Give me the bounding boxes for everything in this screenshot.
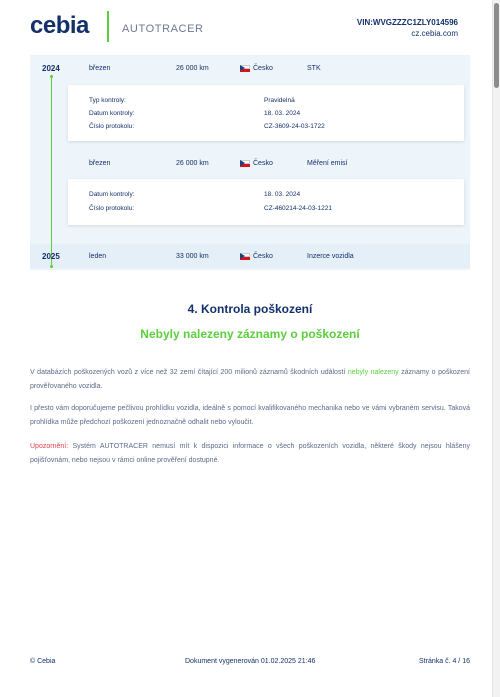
product-name: AUTOTRACER: [122, 23, 204, 35]
year-label: 2024: [42, 64, 60, 73]
paragraph-text: záznamy o poškození prověřovaného vozidla.: [30, 369, 470, 390]
section-result: Nebyly nalezeny záznamy o poškození: [140, 327, 360, 341]
detail-card: [68, 179, 464, 225]
warning-label: Upozornění:: [30, 443, 69, 450]
warning-text: Systém AUTOTRACER nemusí mít k dispozici informace o všech poškozeních vozidla, některé škody nejsou hlášeny pojišťovnám, nebo nejsou v rámci online prověření dostupné.: [30, 443, 470, 464]
mileage: 26 000 km: [176, 160, 209, 167]
country-name: Česko: [253, 253, 273, 260]
detail-label: Typ kontroly:: [89, 97, 126, 104]
czech-flag-icon: [240, 160, 250, 167]
mileage: 26 000 km: [176, 65, 209, 72]
month-label: březen: [89, 65, 111, 72]
event-type: Inzerce vozidla: [307, 253, 354, 260]
event-type: STK: [307, 65, 321, 72]
timeline-row: [30, 152, 470, 176]
detail-card: [68, 85, 464, 141]
czech-flag-icon: [240, 253, 250, 260]
footer-copyright: © Cebia: [30, 658, 56, 665]
month-label: březen: [89, 160, 111, 167]
scrollbar-thumb[interactable]: [494, 3, 499, 88]
paragraph-recommendation: I přesto vám doporučujeme pečlivou prohlídku vozidla, ideálně s pomocí kvalifikovaného mechanika nebo ve vámi vybraném servisu. Taková prohlídka může předchozí poškození jednoznačně odhalit nebo vyloučit.: [30, 405, 470, 426]
timeline-row: [30, 245, 470, 269]
detail-value: CZ-3609-24-03-1722: [264, 123, 325, 130]
czech-flag-icon: [240, 65, 250, 72]
paragraph-text: V databázích poškozených vozů z více než 32 zemí čítající 200 milionů záznamů škodních událostí: [30, 369, 348, 376]
country-name: Česko: [253, 160, 273, 167]
history-timeline: [30, 55, 470, 270]
detail-label: Číslo protokolu:: [89, 205, 135, 212]
paragraph-warning: [30, 440, 470, 468]
year-label: 2025: [42, 252, 60, 261]
detail-value: 18. 03. 2024: [264, 110, 301, 117]
country-name: Česko: [253, 65, 273, 72]
detail-label: Číslo protokolu:: [89, 123, 135, 130]
event-type: Měření emisí: [307, 160, 348, 167]
detail-value: CZ-460214-24-03-1221: [264, 205, 332, 212]
logo-divider: [107, 11, 109, 42]
page-header: [0, 0, 500, 48]
detail-label: Datum kontroly:: [89, 191, 135, 198]
site-link[interactable]: cz.cebia.com: [411, 29, 458, 38]
vin-number: VIN:WVGZZZC1ZLY014596: [356, 18, 458, 27]
detail-value: Pravidelná: [264, 97, 295, 104]
paragraph-databases: [30, 366, 470, 394]
cebia-logo: cebia: [30, 12, 89, 39]
section-title: 4. Kontrola poškození: [187, 302, 313, 316]
detail-value: 18. 03. 2024: [264, 191, 301, 198]
mileage: 33 000 km: [176, 253, 209, 260]
highlight-text: nebyly nalezeny: [347, 369, 399, 376]
detail-label: Datum kontroly:: [89, 110, 135, 117]
timeline-row: [30, 57, 470, 81]
footer-generated: Dokument vygenerován 01.02.2025 21:46: [185, 658, 316, 665]
footer-page-number: Stránka č. 4 / 16: [419, 658, 470, 665]
vertical-scrollbar[interactable]: [492, 0, 500, 697]
month-label: leden: [89, 253, 107, 260]
